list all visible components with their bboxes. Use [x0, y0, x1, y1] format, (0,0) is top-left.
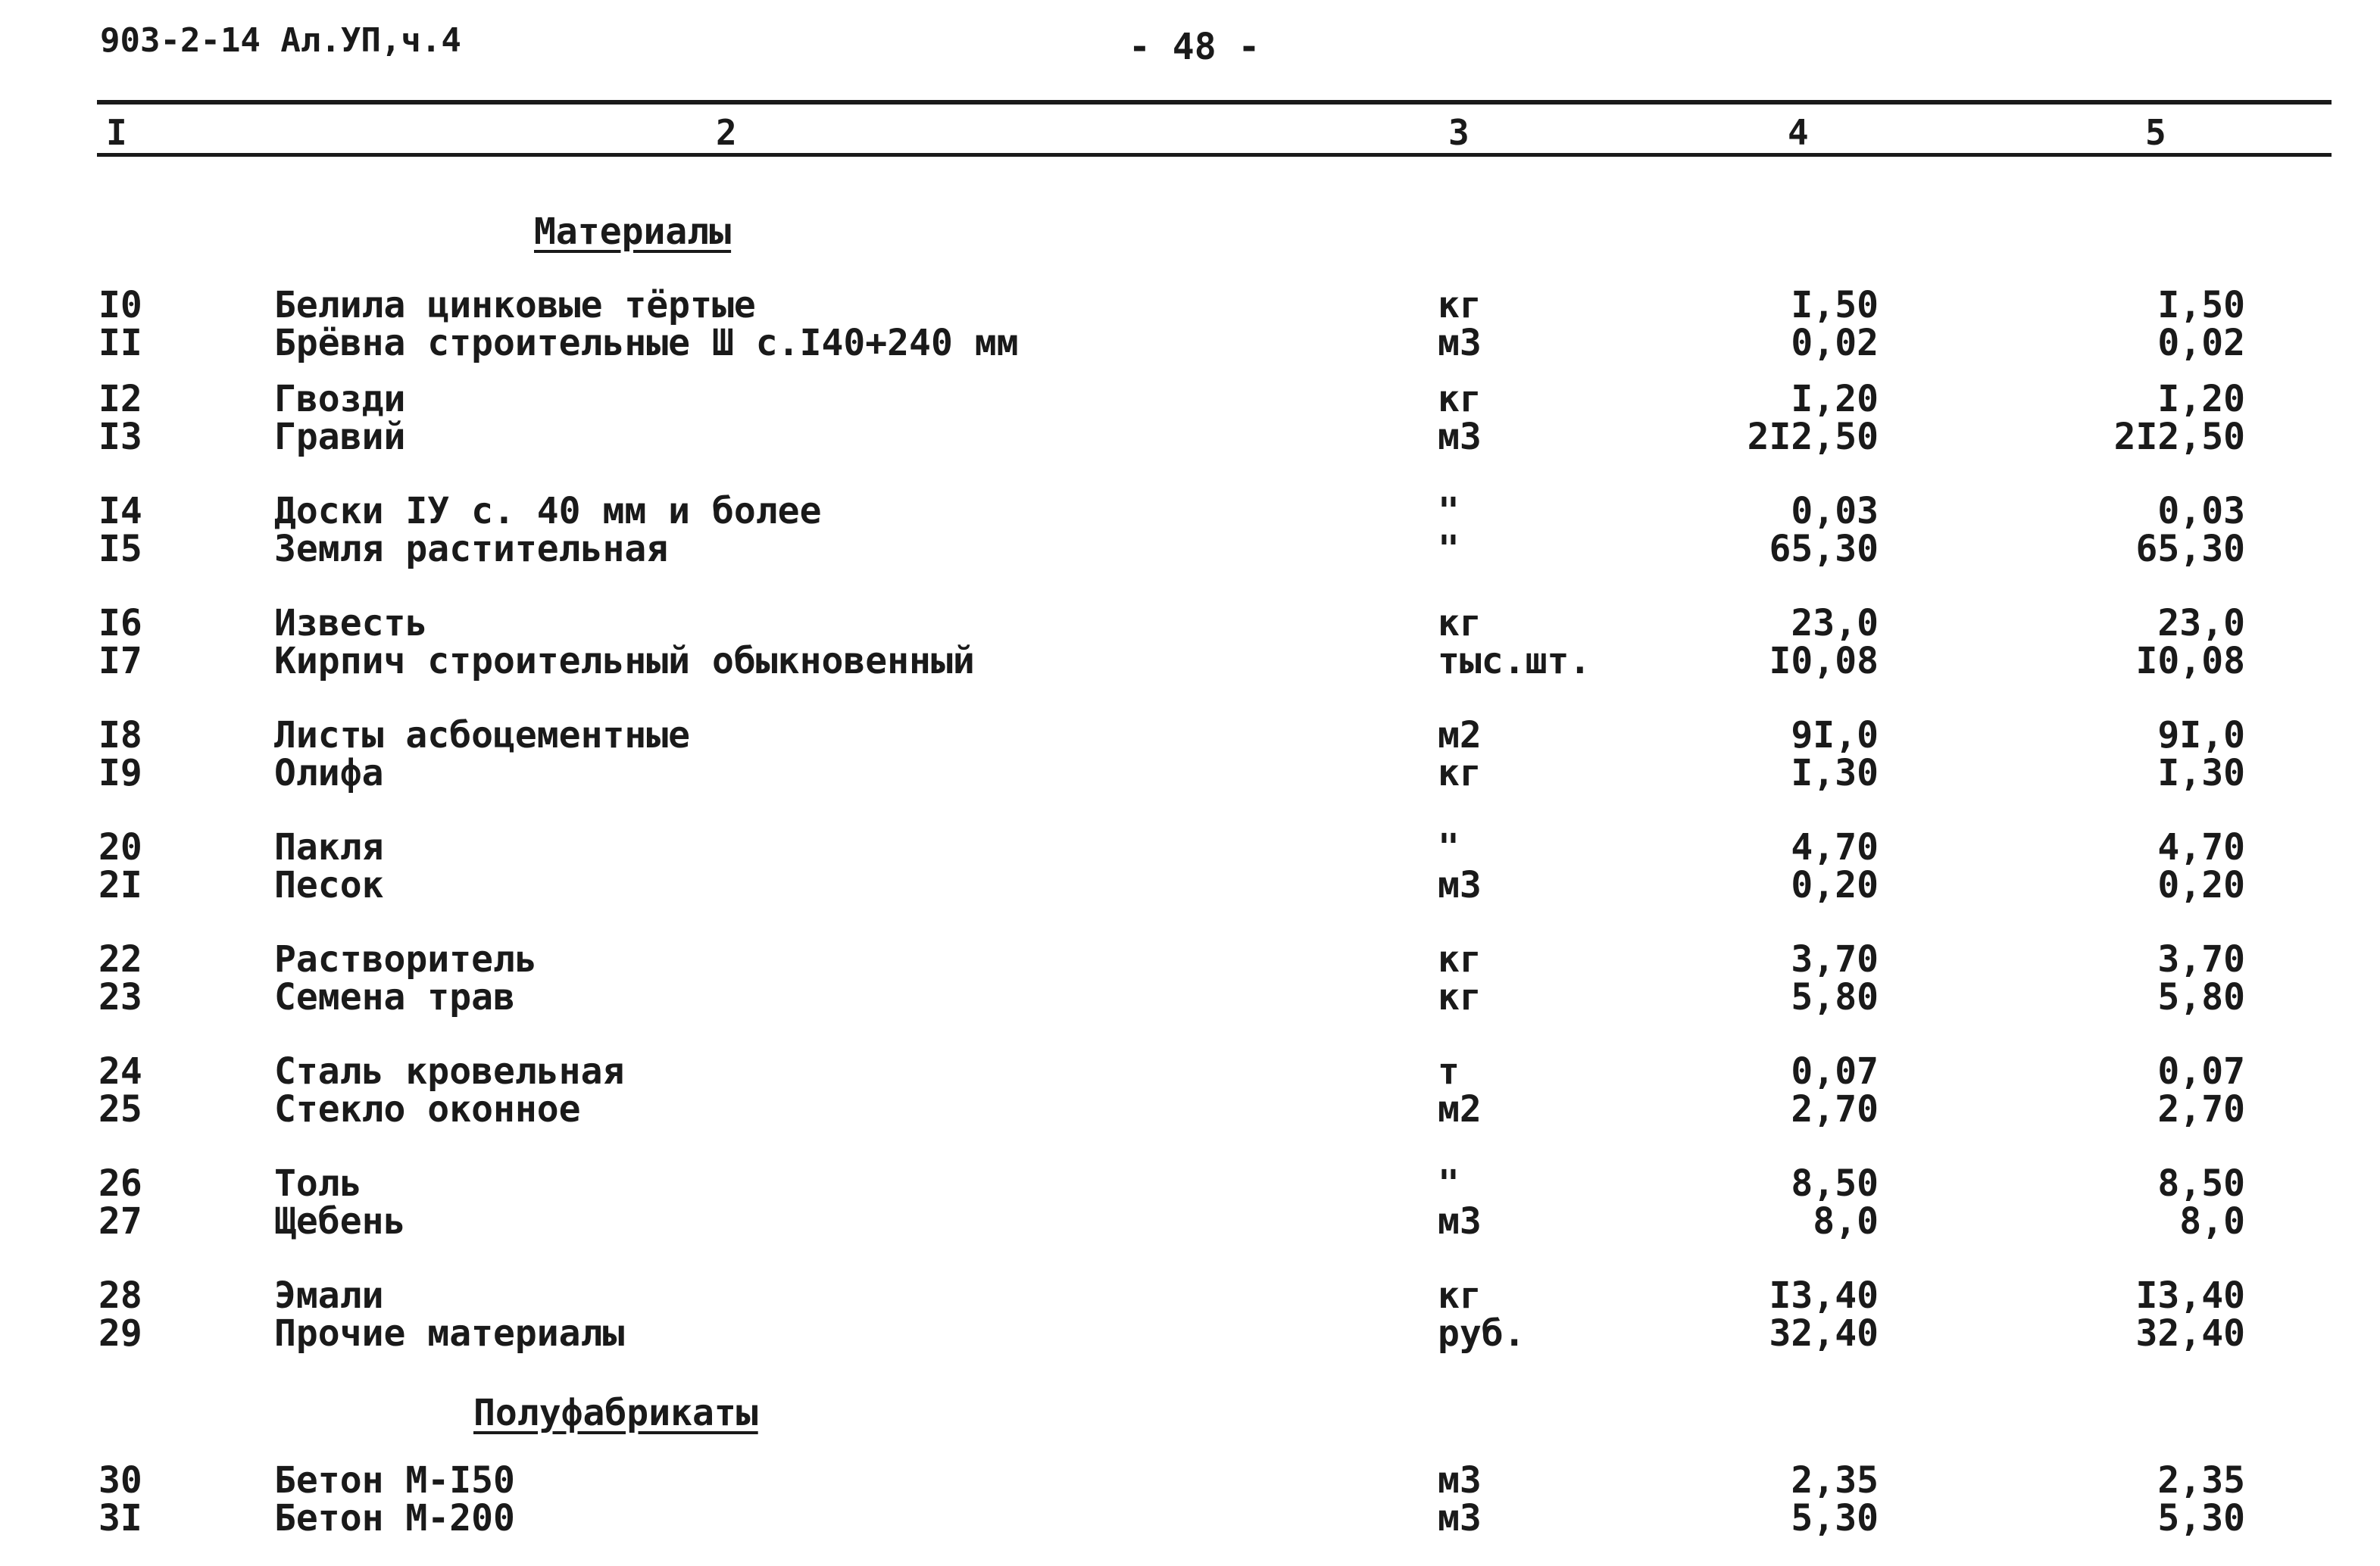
unit-of-measure: кг	[1438, 938, 1482, 981]
quantity-col4: 0,07	[1791, 1050, 1879, 1093]
quantity-col5: 8,0	[2179, 1200, 2245, 1243]
quantity-col4: 8,50	[1791, 1162, 1879, 1205]
row-number: 20	[98, 826, 142, 869]
quantity-col4: I,50	[1791, 284, 1879, 326]
table-row	[0, 380, 2380, 418]
unit-of-measure: "	[1438, 490, 1460, 532]
row-number: I5	[98, 528, 142, 570]
table-row	[0, 286, 2380, 324]
quantity-col5: 4,70	[2157, 826, 2245, 869]
quantity-col4: I3,40	[1769, 1274, 1879, 1317]
quantity-col4: 8,0	[1813, 1200, 1879, 1243]
quantity-col5: I,30	[2157, 752, 2245, 794]
quantity-col5: 65,30	[2135, 528, 2245, 570]
table-row	[0, 976, 2380, 1019]
table-row	[0, 604, 2380, 642]
row-number: 29	[98, 1312, 142, 1355]
quantity-col5: 23,0	[2157, 602, 2245, 644]
item-name: Эмали	[274, 1274, 384, 1317]
unit-of-measure: кг	[1438, 602, 1482, 644]
table-row	[0, 866, 2380, 904]
item-name: Белила цинковые тёртые	[274, 284, 756, 326]
item-name: Брёвна строительные Ш с.I40+240 мм	[274, 322, 1019, 364]
quantity-col4: 2,35	[1791, 1459, 1879, 1502]
quantity-col4: 2,70	[1791, 1088, 1879, 1131]
unit-of-measure: "	[1438, 1162, 1460, 1205]
row-number: I7	[98, 640, 142, 682]
unit-of-measure: м3	[1438, 1200, 1482, 1243]
quantity-col5: 3,70	[2157, 938, 2245, 981]
unit-of-measure: м2	[1438, 1088, 1482, 1131]
row-number: 27	[98, 1200, 142, 1243]
quantity-col5: I,20	[2157, 378, 2245, 420]
quantity-col4: 3,70	[1791, 938, 1879, 981]
row-number: II	[98, 322, 142, 364]
quantity-col5: 5,30	[2157, 1497, 2245, 1539]
row-number: 26	[98, 1162, 142, 1205]
item-name: Толь	[274, 1162, 362, 1205]
section-title-semifinished: Полуфабрикаты	[473, 1392, 758, 1434]
unit-of-measure: руб.	[1438, 1312, 1526, 1355]
column-number-1: I	[106, 112, 127, 153]
unit-of-measure: м3	[1438, 1497, 1482, 1539]
quantity-col5: 32,40	[2135, 1312, 2245, 1355]
column-number-5: 5	[2145, 112, 2166, 153]
table-row	[0, 418, 2380, 456]
table-row	[0, 938, 2380, 981]
column-number-3: 3	[1448, 112, 1470, 153]
row-number: 2I	[98, 864, 142, 906]
row-number: I2	[98, 378, 142, 420]
unit-of-measure: кг	[1438, 976, 1482, 1019]
item-name: Доски IУ с. 40 мм и более	[274, 490, 822, 532]
quantity-col4: 0,02	[1791, 322, 1879, 364]
table-row	[0, 1162, 2380, 1205]
item-name: Прочие материалы	[274, 1312, 625, 1355]
item-name: Щебень	[274, 1200, 406, 1243]
table-row	[0, 716, 2380, 754]
unit-of-measure: м3	[1438, 864, 1482, 906]
item-name: Гравий	[274, 416, 406, 458]
item-name: Бетон М-200	[274, 1497, 515, 1539]
item-name: Пакля	[274, 826, 384, 869]
header-rule-top	[97, 100, 2332, 105]
quantity-col5: 0,07	[2157, 1050, 2245, 1093]
item-name: Кирпич строительный обыкновенный	[274, 640, 975, 682]
item-name: Стекло оконное	[274, 1088, 581, 1131]
row-number: I6	[98, 602, 142, 644]
row-number: I8	[98, 714, 142, 756]
section-title-materials: Материалы	[534, 211, 732, 253]
unit-of-measure: кг	[1438, 752, 1482, 794]
quantity-col4: I0,08	[1769, 640, 1879, 682]
row-number: I4	[98, 490, 142, 532]
table-row	[0, 826, 2380, 869]
row-number: 3I	[98, 1497, 142, 1539]
table-row	[0, 642, 2380, 680]
quantity-col5: 0,02	[2157, 322, 2245, 364]
quantity-col4: 0,03	[1791, 490, 1879, 532]
quantity-col4: 4,70	[1791, 826, 1879, 869]
item-name: Гвозди	[274, 378, 406, 420]
unit-of-measure: м2	[1438, 714, 1482, 756]
document-code: 903-2-14 Ал.УП,ч.4	[100, 21, 461, 60]
quantity-col5: 8,50	[2157, 1162, 2245, 1205]
quantity-col5: 2I2,50	[2113, 416, 2245, 458]
item-name: Олифа	[274, 752, 384, 794]
row-number: 23	[98, 976, 142, 1019]
quantity-col5: 2,70	[2157, 1088, 2245, 1131]
column-number-2: 2	[716, 112, 737, 153]
unit-of-measure: кг	[1438, 378, 1482, 420]
unit-of-measure: м3	[1438, 322, 1482, 364]
table-row	[0, 492, 2380, 530]
row-number: 28	[98, 1274, 142, 1317]
unit-of-measure: м3	[1438, 416, 1482, 458]
table-row	[0, 1499, 2380, 1537]
row-number: 22	[98, 938, 142, 981]
quantity-col4: I,20	[1791, 378, 1879, 420]
row-number: 30	[98, 1459, 142, 1502]
item-name: Семена трав	[274, 976, 515, 1019]
table-row	[0, 1200, 2380, 1243]
quantity-col5: I,50	[2157, 284, 2245, 326]
quantity-col5: 2,35	[2157, 1459, 2245, 1502]
quantity-col4: 9I,0	[1791, 714, 1879, 756]
unit-of-measure: "	[1438, 528, 1460, 570]
table-row	[0, 530, 2380, 568]
item-name: Земля растительная	[274, 528, 669, 570]
table-row	[0, 1459, 2380, 1502]
table-row	[0, 1050, 2380, 1093]
row-number: I0	[98, 284, 142, 326]
unit-of-measure: т	[1438, 1050, 1460, 1093]
quantity-col5: I3,40	[2135, 1274, 2245, 1317]
quantity-col4: 0,20	[1791, 864, 1879, 906]
quantity-col5: 9I,0	[2157, 714, 2245, 756]
item-name: Листы асбоцементные	[274, 714, 691, 756]
quantity-col4: 32,40	[1769, 1312, 1879, 1355]
table-row	[0, 1088, 2380, 1131]
quantity-col4: 2I2,50	[1747, 416, 1879, 458]
item-name: Бетон М-I50	[274, 1459, 515, 1502]
row-number: I3	[98, 416, 142, 458]
page-number: - 48 -	[1129, 26, 1260, 68]
item-name: Сталь кровельная	[274, 1050, 625, 1093]
quantity-col4: 65,30	[1769, 528, 1879, 570]
table-row	[0, 1312, 2380, 1355]
row-number: 24	[98, 1050, 142, 1093]
row-number: I9	[98, 752, 142, 794]
quantity-col5: 0,03	[2157, 490, 2245, 532]
item-name: Растворитель	[274, 938, 537, 981]
column-number-4: 4	[1788, 112, 1809, 153]
quantity-col4: 5,30	[1791, 1497, 1879, 1539]
unit-of-measure: "	[1438, 826, 1460, 869]
item-name: Известь	[274, 602, 428, 644]
unit-of-measure: кг	[1438, 284, 1482, 326]
item-name: Песок	[274, 864, 384, 906]
table-row	[0, 1274, 2380, 1317]
unit-of-measure: тыс.шт.	[1438, 640, 1591, 682]
quantity-col5: I0,08	[2135, 640, 2245, 682]
quantity-col4: I,30	[1791, 752, 1879, 794]
quantity-col4: 23,0	[1791, 602, 1879, 644]
quantity-col5: 0,20	[2157, 864, 2245, 906]
quantity-col4: 5,80	[1791, 976, 1879, 1019]
unit-of-measure: м3	[1438, 1459, 1482, 1502]
table-row	[0, 324, 2380, 362]
quantity-col5: 5,80	[2157, 976, 2245, 1019]
unit-of-measure: кг	[1438, 1274, 1482, 1317]
header-rule-bottom	[97, 153, 2332, 157]
row-number: 25	[98, 1088, 142, 1131]
table-row	[0, 754, 2380, 792]
